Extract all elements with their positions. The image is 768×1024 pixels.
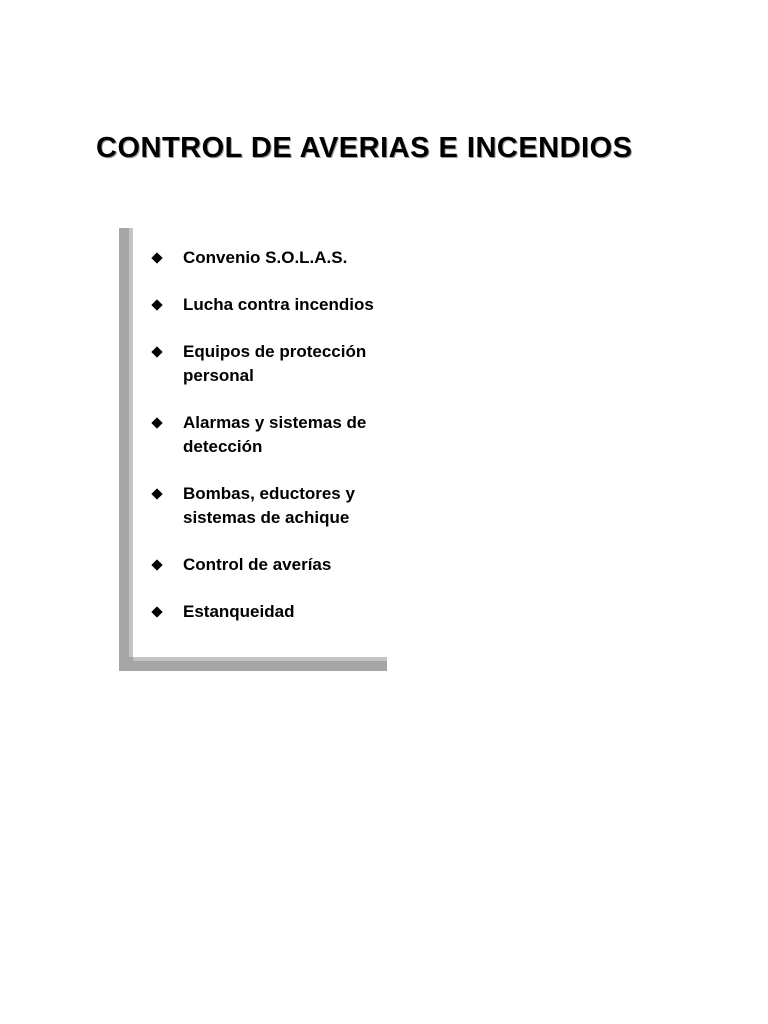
document-title: CONTROL DE AVERIAS E INCENDIOS bbox=[96, 132, 633, 164]
diamond-bullet-icon bbox=[151, 417, 162, 428]
topic-label: Lucha contra incendios bbox=[183, 295, 374, 314]
topic-item-alarmas-deteccion bbox=[152, 411, 382, 459]
topic-item-bombas-achique bbox=[152, 482, 382, 530]
diamond-bullet-icon bbox=[151, 252, 162, 263]
topic-label: Estanqueidad bbox=[183, 602, 295, 621]
topic-label: Control de averías bbox=[183, 555, 332, 574]
frame-left-border bbox=[119, 228, 133, 671]
topic-label: Alarmas y sistemas de detección bbox=[183, 413, 367, 456]
topic-label: Convenio S.O.L.A.S. bbox=[183, 248, 348, 267]
topic-item-estanqueidad bbox=[152, 600, 382, 624]
topic-label: Equipos de protección personal bbox=[183, 342, 367, 385]
topic-item-lucha-contra-incendios bbox=[152, 293, 382, 317]
diamond-bullet-icon bbox=[151, 559, 162, 570]
diamond-bullet-icon bbox=[151, 299, 162, 310]
frame-bottom-border bbox=[119, 657, 387, 671]
diamond-bullet-icon bbox=[151, 606, 162, 617]
topic-item-equipos-proteccion bbox=[152, 340, 382, 388]
topic-list bbox=[152, 246, 382, 647]
topic-item-control-averias bbox=[152, 553, 382, 577]
diamond-bullet-icon bbox=[151, 488, 162, 499]
diamond-bullet-icon bbox=[151, 346, 162, 357]
topic-item-solas bbox=[152, 246, 382, 270]
topic-label: Bombas, eductores y sistemas de achique bbox=[183, 484, 355, 527]
